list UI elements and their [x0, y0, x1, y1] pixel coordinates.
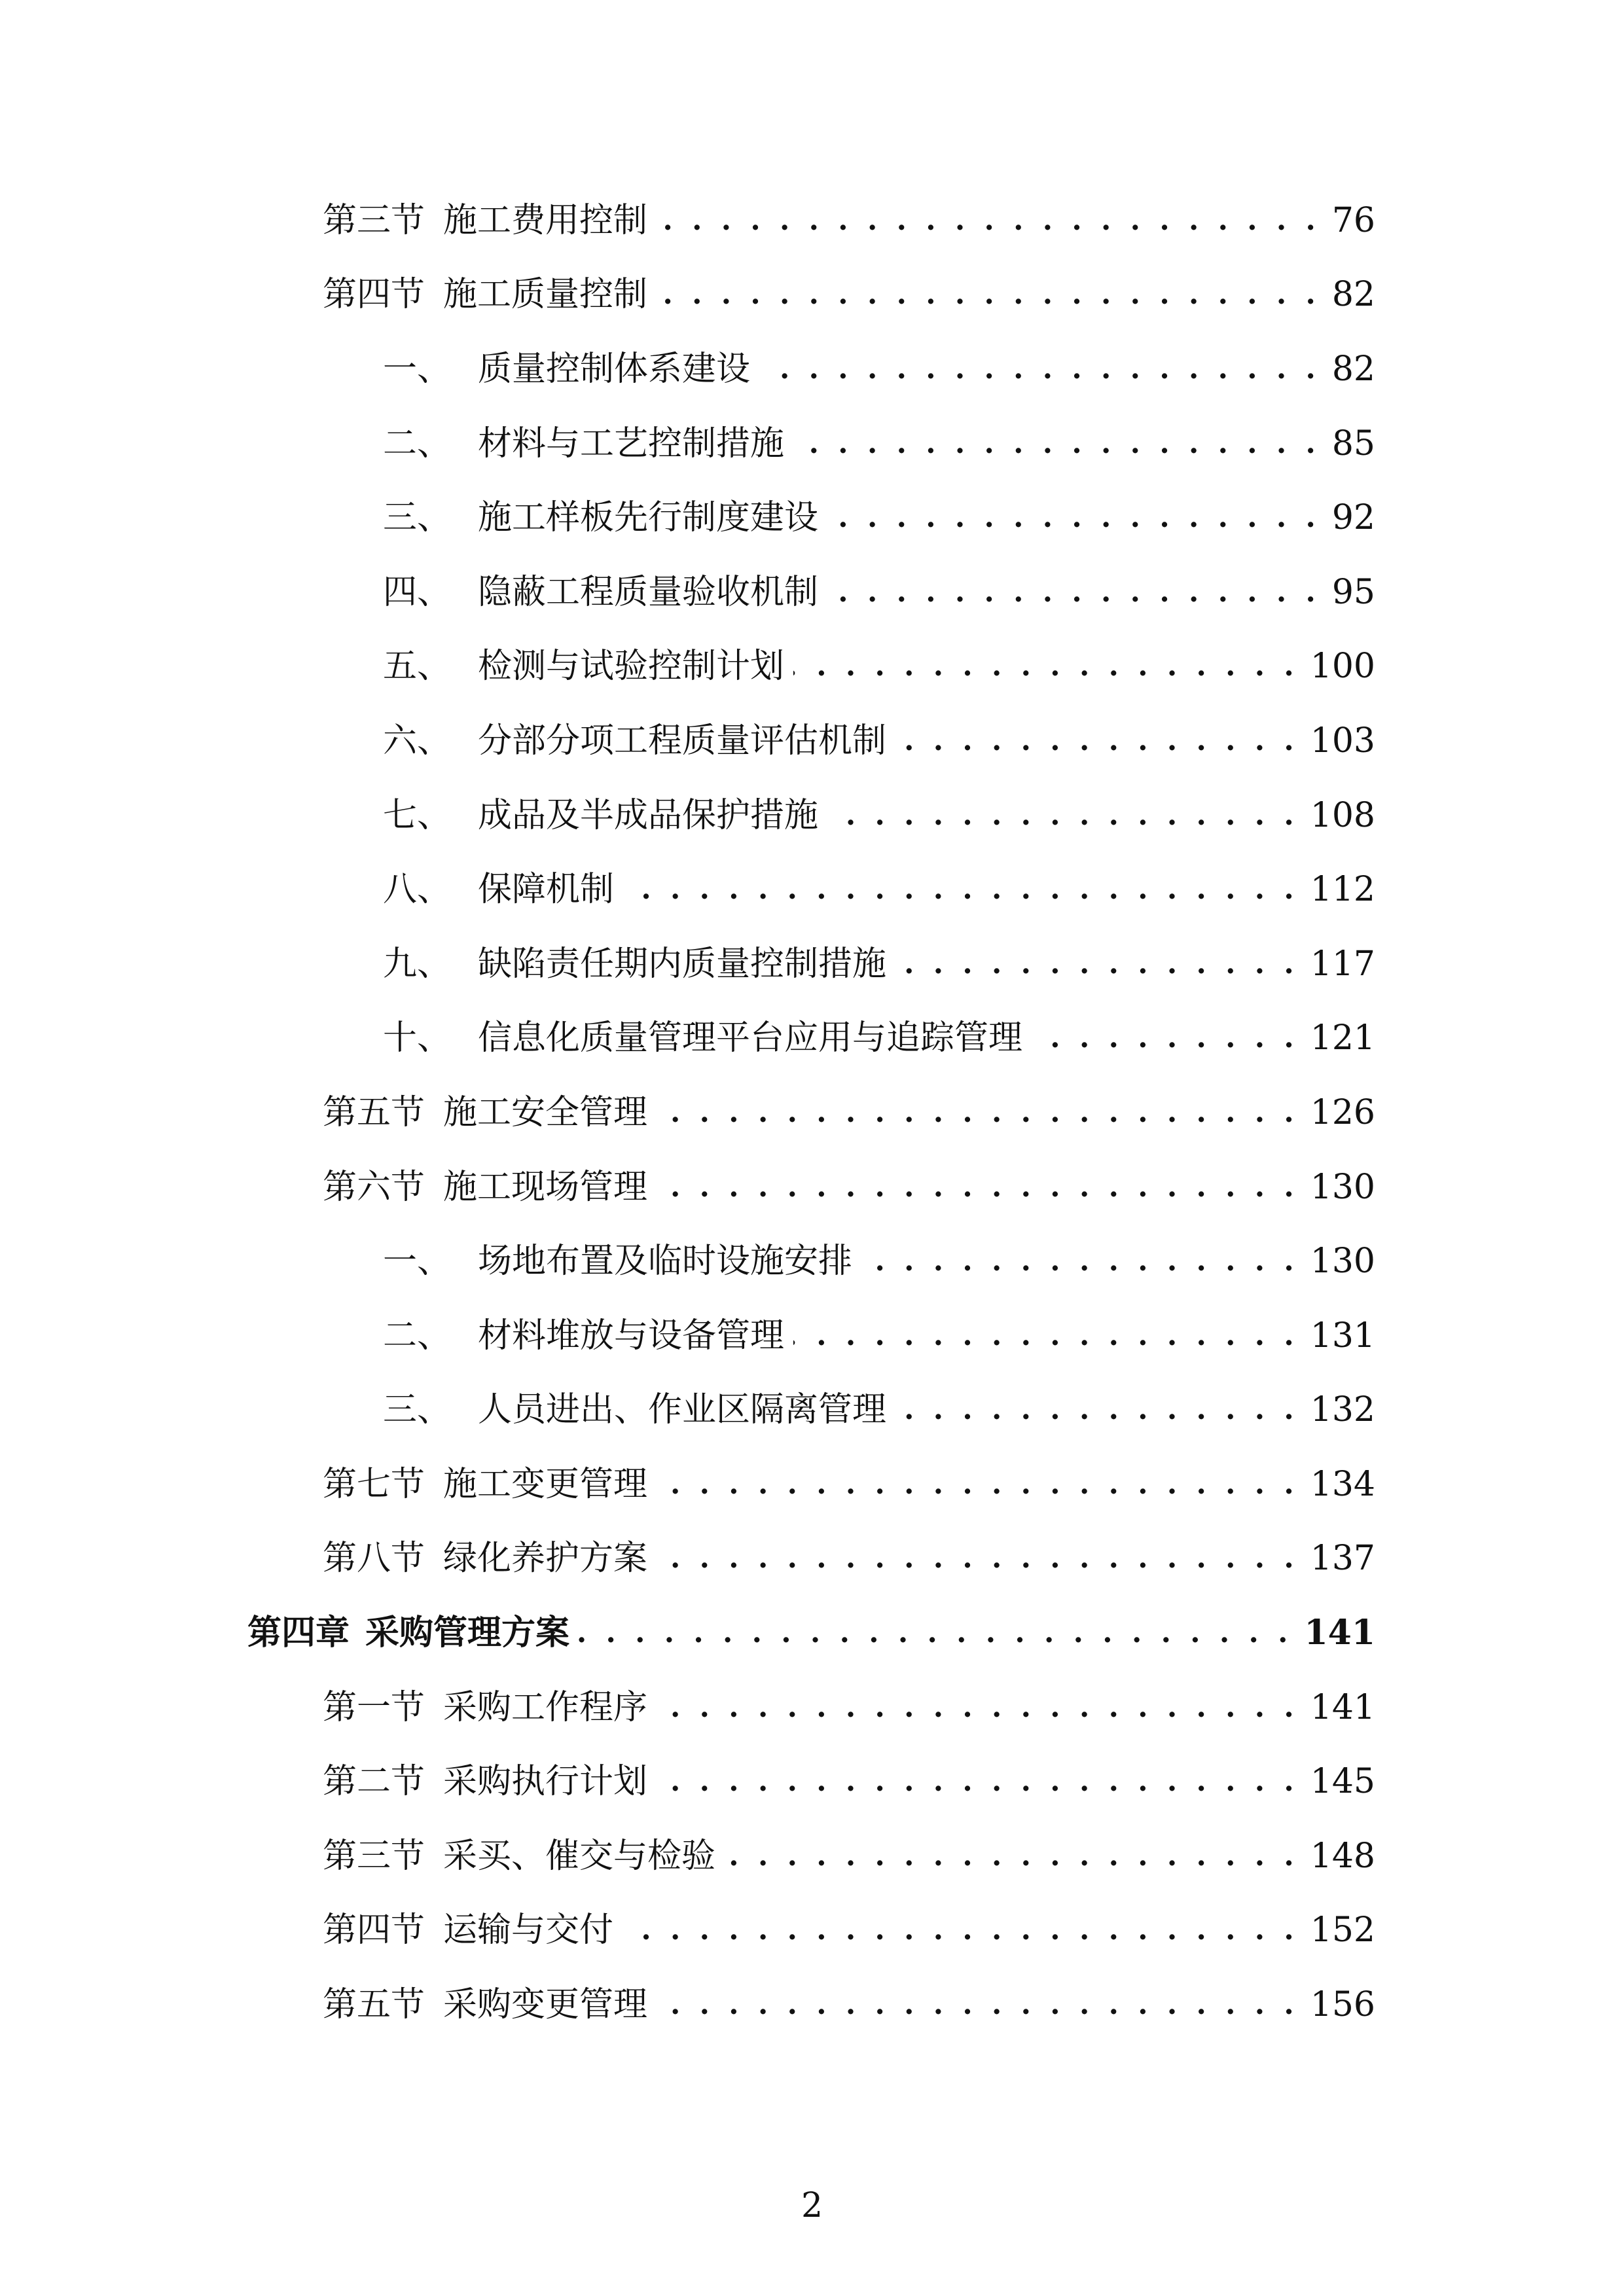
toc-entry-number: 三、: [383, 498, 452, 538]
toc-entry-number: 一、: [383, 349, 452, 389]
dot-leader: [657, 1541, 1299, 1575]
dot-leader: [793, 427, 1320, 461]
toc-entry-number: 四、: [383, 572, 452, 612]
toc-entry[interactable]: [0, 704, 1624, 778]
toc-entry-title: 分部分项工程质量评估机制: [478, 721, 887, 761]
toc-entry[interactable]: [0, 1819, 1624, 1893]
dot-leader: [657, 1691, 1299, 1725]
toc-entry-title: 材料堆放与设备管理: [478, 1316, 785, 1355]
toc-entry-title: 人员进出、作业区隔离管理: [478, 1390, 887, 1430]
dot-leader: [861, 1244, 1299, 1278]
dot-leader: [657, 1765, 1299, 1799]
dot-leader: [793, 649, 1299, 683]
toc-entry[interactable]: [0, 1150, 1624, 1225]
dot-leader: [827, 798, 1299, 833]
toc-entry-number: 第五节: [323, 1985, 425, 2025]
dot-leader: [725, 1839, 1299, 1873]
toc-entry[interactable]: [0, 183, 1624, 258]
toc-entry[interactable]: [0, 852, 1624, 927]
toc-entry[interactable]: [0, 1447, 1624, 1522]
toc-entry-number: 十、: [383, 1018, 452, 1058]
toc-entry-page: 103: [1310, 721, 1375, 761]
toc-entry-page: 82: [1331, 275, 1375, 315]
toc-entry-number: 第七节: [323, 1464, 425, 1504]
toc-entry-page: 130: [1310, 1242, 1375, 1282]
toc-entry-title: 施工质量控制: [443, 275, 648, 315]
toc-entry-title: 施工安全管理: [443, 1092, 648, 1132]
toc-entry-number: 第二节: [323, 1762, 425, 1802]
dot-leader: [827, 575, 1320, 609]
toc-entry-page: 137: [1310, 1539, 1375, 1579]
toc-entry-page: 92: [1331, 498, 1375, 538]
toc-entry[interactable]: [0, 1075, 1624, 1150]
toc-entry-page: 121: [1310, 1018, 1375, 1058]
toc-entry-number: 第三节: [323, 200, 425, 240]
dot-leader: [657, 1170, 1299, 1204]
dot-leader: [657, 1096, 1299, 1130]
toc-entry[interactable]: [0, 1670, 1624, 1745]
toc-entry-page: 148: [1310, 1836, 1375, 1876]
toc-entry[interactable]: [0, 480, 1624, 555]
toc-entry-title: 采购变更管理: [443, 1985, 648, 2025]
toc-entry-title: 缺陷责任期内质量控制措施: [478, 944, 887, 984]
toc-entry-page: 156: [1310, 1985, 1375, 2025]
dot-leader: [579, 1616, 1292, 1650]
toc-entry-page: 141: [1310, 1687, 1375, 1727]
dot-leader: [657, 1467, 1299, 1501]
toc-entry-number: 二、: [383, 423, 452, 463]
toc-entry-number: 第一节: [323, 1687, 425, 1727]
toc-entry-number: 七、: [383, 795, 452, 835]
toc-entry-page: 85: [1331, 423, 1375, 463]
toc-entry[interactable]: [0, 406, 1624, 481]
dot-leader: [623, 1913, 1299, 1947]
dot-leader: [657, 204, 1320, 238]
toc-entry-number: 第四章: [247, 1613, 350, 1653]
toc-entry-page: 112: [1310, 870, 1375, 910]
toc-entry-number: 第四节: [323, 1910, 425, 1950]
toc-entry-number: 第四节: [323, 275, 425, 315]
toc-entry-page: 134: [1310, 1464, 1375, 1504]
toc-entry[interactable]: [0, 630, 1624, 704]
toc-entry-title: 检测与试验控制计划: [478, 647, 785, 687]
toc-entry[interactable]: [0, 1373, 1624, 1448]
dot-leader: [623, 872, 1299, 906]
toc-entry-number: 第三节: [323, 1836, 425, 1876]
toc-entry-number: 二、: [383, 1316, 452, 1355]
toc-entry-page: 152: [1310, 1910, 1375, 1950]
dot-leader: [793, 1319, 1299, 1353]
toc-entry-page: 126: [1310, 1092, 1375, 1132]
toc-entry[interactable]: [0, 1224, 1624, 1299]
page-number: 2: [801, 2186, 823, 2225]
dot-leader: [759, 352, 1320, 386]
toc-entry-title: 施工费用控制: [443, 200, 648, 240]
toc-entry-number: 三、: [383, 1390, 452, 1430]
toc-entry-page: 131: [1310, 1316, 1375, 1355]
toc-entry-title: 采购执行计划: [443, 1762, 648, 1802]
toc-entry-page: 141: [1304, 1613, 1375, 1653]
toc-entry-title: 运输与交付: [443, 1910, 614, 1950]
toc-entry-page: 76: [1331, 200, 1375, 240]
toc-entry-title: 保障机制: [478, 870, 615, 910]
toc-entry-page: 130: [1310, 1167, 1375, 1207]
dot-leader: [895, 1393, 1299, 1427]
toc-entry-number: 第五节: [323, 1092, 425, 1132]
toc-entry-title: 隐蔽工程质量验收机制: [478, 572, 819, 612]
toc-entry-title: 施工样板先行制度建设: [478, 498, 819, 538]
toc-entry-title: 采购管理方案: [365, 1613, 570, 1653]
toc-entry[interactable]: [0, 1967, 1624, 2042]
toc-entry[interactable]: [0, 778, 1624, 853]
toc-entry-page: 145: [1310, 1762, 1375, 1802]
toc-entry-number: 九、: [383, 944, 452, 984]
toc-entry-title: 绿化养护方案: [443, 1539, 648, 1579]
toc-entry[interactable]: [0, 1522, 1624, 1596]
toc-entry[interactable]: [0, 555, 1624, 630]
toc-entry-page: 108: [1310, 795, 1375, 835]
toc-entry[interactable]: [0, 1744, 1624, 1819]
toc-entry-page: 95: [1331, 572, 1375, 612]
toc-entry-number: 第六节: [323, 1167, 425, 1207]
toc-entry-page: 100: [1310, 647, 1375, 687]
toc-entry-page: 117: [1310, 944, 1375, 984]
toc-entry-title: 成品及半成品保护措施: [478, 795, 819, 835]
toc-entry-page: 132: [1310, 1390, 1375, 1430]
toc-entry-title: 采买、催交与检验: [443, 1836, 716, 1876]
toc-entry-title: 材料与工艺控制措施: [478, 423, 785, 463]
dot-leader: [827, 501, 1320, 535]
toc-entry-number: 一、: [383, 1242, 452, 1282]
toc-entry[interactable]: [0, 1893, 1624, 1968]
toc-entry-title: 施工现场管理: [443, 1167, 648, 1207]
toc-entry[interactable]: [0, 1001, 1624, 1076]
toc-entry-number: 八、: [383, 870, 452, 910]
toc-entry-title: 场地布置及临时设施安排: [478, 1242, 853, 1282]
dot-leader: [895, 947, 1299, 981]
toc-chapter-entry[interactable]: [0, 1596, 1624, 1670]
toc-entry[interactable]: [0, 1299, 1624, 1373]
toc-entry-title: 采购工作程序: [443, 1687, 648, 1727]
toc-entry-page: 82: [1331, 349, 1375, 389]
toc-entry-title: 施工变更管理: [443, 1464, 648, 1504]
table-of-contents: [0, 183, 1624, 2042]
dot-leader: [1032, 1021, 1299, 1055]
toc-entry-number: 五、: [383, 647, 452, 687]
toc-entry[interactable]: [0, 332, 1624, 406]
toc-entry[interactable]: [0, 927, 1624, 1001]
dot-leader: [895, 724, 1299, 758]
toc-entry[interactable]: [0, 258, 1624, 332]
toc-entry-number: 第八节: [323, 1539, 425, 1579]
toc-entry-number: 六、: [383, 721, 452, 761]
dot-leader: [657, 1988, 1299, 2022]
dot-leader: [657, 278, 1320, 312]
toc-entry-title: 信息化质量管理平台应用与追踪管理: [478, 1018, 1023, 1058]
toc-entry-title: 质量控制体系建设: [478, 349, 751, 389]
